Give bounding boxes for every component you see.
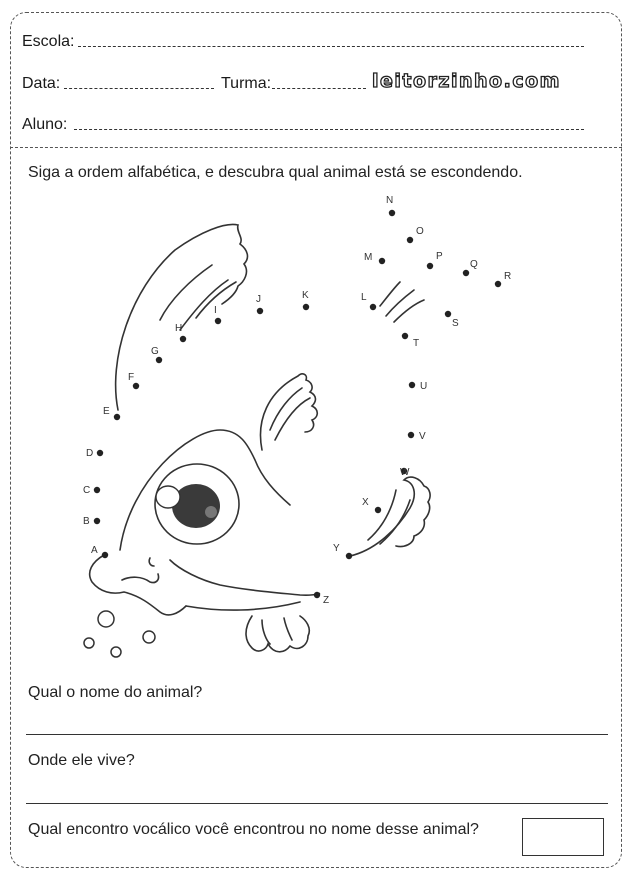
date-label: Data: (22, 75, 61, 92)
question-3: Qual encontro vocálico você encontrou no nome desse animal? (28, 821, 479, 838)
dot-m (379, 258, 385, 264)
answer-line-2[interactable] (26, 803, 608, 804)
dot-y (346, 553, 352, 559)
dot-label-e: E (103, 406, 110, 417)
dot-label-v: V (419, 431, 426, 442)
dot-l (370, 304, 376, 310)
dot-z (314, 592, 320, 598)
dots-layer (83, 195, 511, 606)
student-label: Aluno: (22, 116, 68, 133)
school-label: Escola: (22, 33, 75, 50)
dot-r (495, 281, 501, 287)
dot-s (445, 311, 451, 317)
dot-label-z: Z (323, 595, 330, 606)
dot-label-b: B (83, 516, 90, 527)
dot-label-p: P (436, 251, 443, 262)
dot-a (102, 552, 108, 558)
dot-label-y: Y (333, 543, 340, 554)
dot-label-k: K (302, 290, 309, 301)
dot-label-m: M (364, 252, 373, 263)
dot-label-o: O (416, 226, 424, 237)
class-label: Turma: (221, 75, 272, 92)
answer-line-1[interactable] (26, 734, 608, 735)
answer-box[interactable] (522, 818, 604, 856)
dot-f (133, 383, 139, 389)
dot-label-n: N (386, 195, 394, 206)
dot-label-q: Q (470, 259, 478, 270)
dot-u (409, 382, 415, 388)
dot-h (180, 336, 186, 342)
dot-label-x: X (362, 497, 369, 508)
dot-j (257, 308, 263, 314)
dot-c (94, 487, 100, 493)
dot-label-i: I (214, 305, 217, 316)
dot-q (463, 270, 469, 276)
dot-p (427, 263, 433, 269)
dot-label-h: H (175, 323, 183, 334)
dot-t (402, 333, 408, 339)
fish-outline (90, 224, 430, 651)
dot-label-t: T (413, 338, 420, 349)
dot-label-g: G (151, 346, 159, 357)
dot-label-w: W (400, 467, 410, 478)
dot-e (114, 414, 120, 420)
question-2: Onde ele vive? (28, 752, 135, 769)
dot-i (215, 318, 221, 324)
dot-label-c: C (83, 485, 91, 496)
dot-d (97, 450, 103, 456)
dot-o (407, 237, 413, 243)
dot-g (156, 357, 162, 363)
dot-label-j: J (256, 294, 261, 305)
bubbles (84, 611, 155, 657)
dot-label-l: L (361, 292, 367, 303)
dot-label-d: D (86, 448, 94, 459)
dot-label-u: U (420, 381, 428, 392)
question-1: Qual o nome do animal? (28, 684, 203, 701)
fish-eye (155, 464, 239, 544)
dot-label-s: S (452, 318, 459, 329)
dot-label-f: F (128, 372, 135, 383)
brand-logo: leitorzinho.com (372, 70, 561, 92)
dot-v (408, 432, 414, 438)
dot-x (375, 507, 381, 513)
dot-label-r: R (504, 271, 512, 282)
dot-label-a: A (91, 545, 98, 556)
dot-n (389, 210, 395, 216)
instruction-text: Siga a ordem alfabética, e descubra qual animal está se escondendo. (28, 164, 523, 181)
dot-k (303, 304, 309, 310)
dot-b (94, 518, 100, 524)
